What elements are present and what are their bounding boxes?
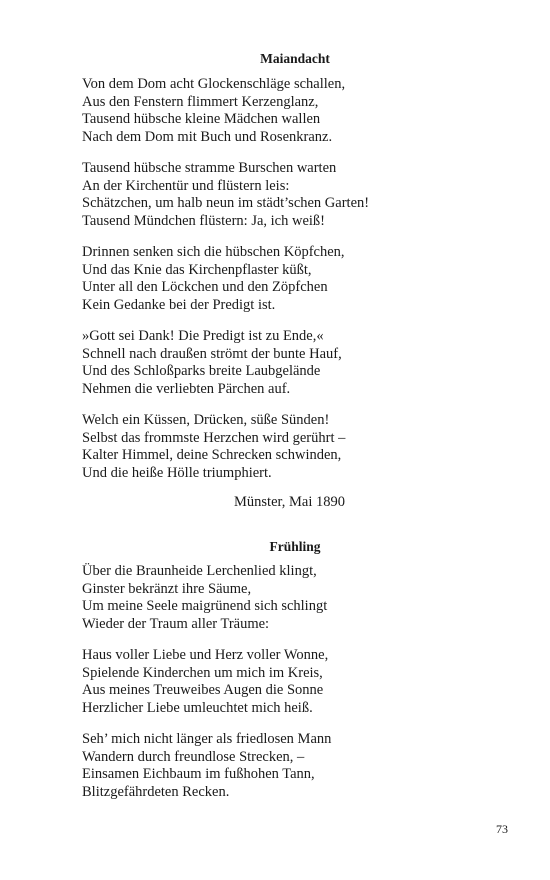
verse-line: Kalter Himmel, deine Schrecken schwinden, [82,447,342,463]
stanza-5 [82,412,345,482]
verse-line: Unter all den Löckchen und den Zöpfchen [82,279,328,295]
verse-line: Welch ein Küssen, Drücken, süße Sünden! [82,412,330,428]
page-number: 73 [496,822,508,836]
verse-line: Herzlicher Liebe umleuchtet mich heiß. [82,699,313,716]
poem-title-maiandacht: Maiandacht [260,51,330,66]
verse-line: Schätzchen, um halb neun im städt’schen Garten! [82,195,370,211]
verse-line: Wieder der Traum aller Träume: [82,615,270,632]
verse-line: Von dem Dom acht Glockenschläge schallen, [82,76,346,92]
verse-line: Nach dem Dom mit Buch und Rosenkranz. [82,128,333,145]
verse-line: Nehmen die verliebten Pärchen auf. [82,380,291,397]
stanza-1 [82,76,345,146]
verse-line: »Gott sei Dank! Die Predigt ist zu Ende,« [82,328,324,344]
poem-title-fruehling: Frühling [269,539,321,554]
stanza-3 [82,244,345,314]
stanza-2 [82,160,369,230]
verse-line: Selbst das frommste Herzchen wird gerührt – [82,429,346,446]
verse-line: Schnell nach draußen strömt der bunte Hauf, [82,345,342,362]
verse-line: Um meine Seele maigrünend sich schlingt [82,598,328,614]
verse-line: Blitzgefährdeten Recken. [82,783,230,800]
verse-line: Wandern durch freundlose Strecken, – [82,748,305,765]
poem-dateline: Münster, Mai 1890 [234,494,345,510]
verse-line: Tausend hübsche stramme Burschen warten [82,160,337,176]
verse-line: Einsamen Eichbaum im fußhohen Tann, [82,766,315,782]
verse-line: Ginster bekränzt ihre Säume, [82,580,252,597]
stanza-4 [82,328,342,398]
verse-line: Aus meines Treuweibes Augen die Sonne [82,682,324,698]
verse-line: Kein Gedanke bei der Predigt ist. [82,296,276,313]
stanza-2 [82,647,328,717]
verse-line: An der Kirchentür und flüstern leis: [82,177,290,194]
verse-line: Haus voller Liebe und Herz voller Wonne, [82,647,329,663]
verse-line: Und die heiße Hölle triumphiert. [82,464,272,481]
verse-line: Aus den Fenstern flimmert Kerzenglanz, [82,93,319,110]
verse-line: Tausend Mündchen flüstern: Ja, ich weiß! [82,212,326,229]
stanza-3 [82,731,331,801]
verse-line: Tausend hübsche kleine Mädchen wallen [82,111,321,127]
verse-line: Und des Schloßparks breite Laubgelände [82,363,321,379]
verse-line: Über die Braunheide Lerchenlied klingt, [82,563,317,579]
verse-line: Und das Knie das Kirchenpflaster küßt, [82,261,312,278]
verse-line: Seh’ mich nicht länger als friedlosen Mann [82,731,332,747]
verse-line: Spielende Kinderchen um mich im Kreis, [82,664,323,681]
stanza-1 [82,563,327,633]
verse-line: Drinnen senken sich die hübschen Köpfchen, [82,244,345,260]
